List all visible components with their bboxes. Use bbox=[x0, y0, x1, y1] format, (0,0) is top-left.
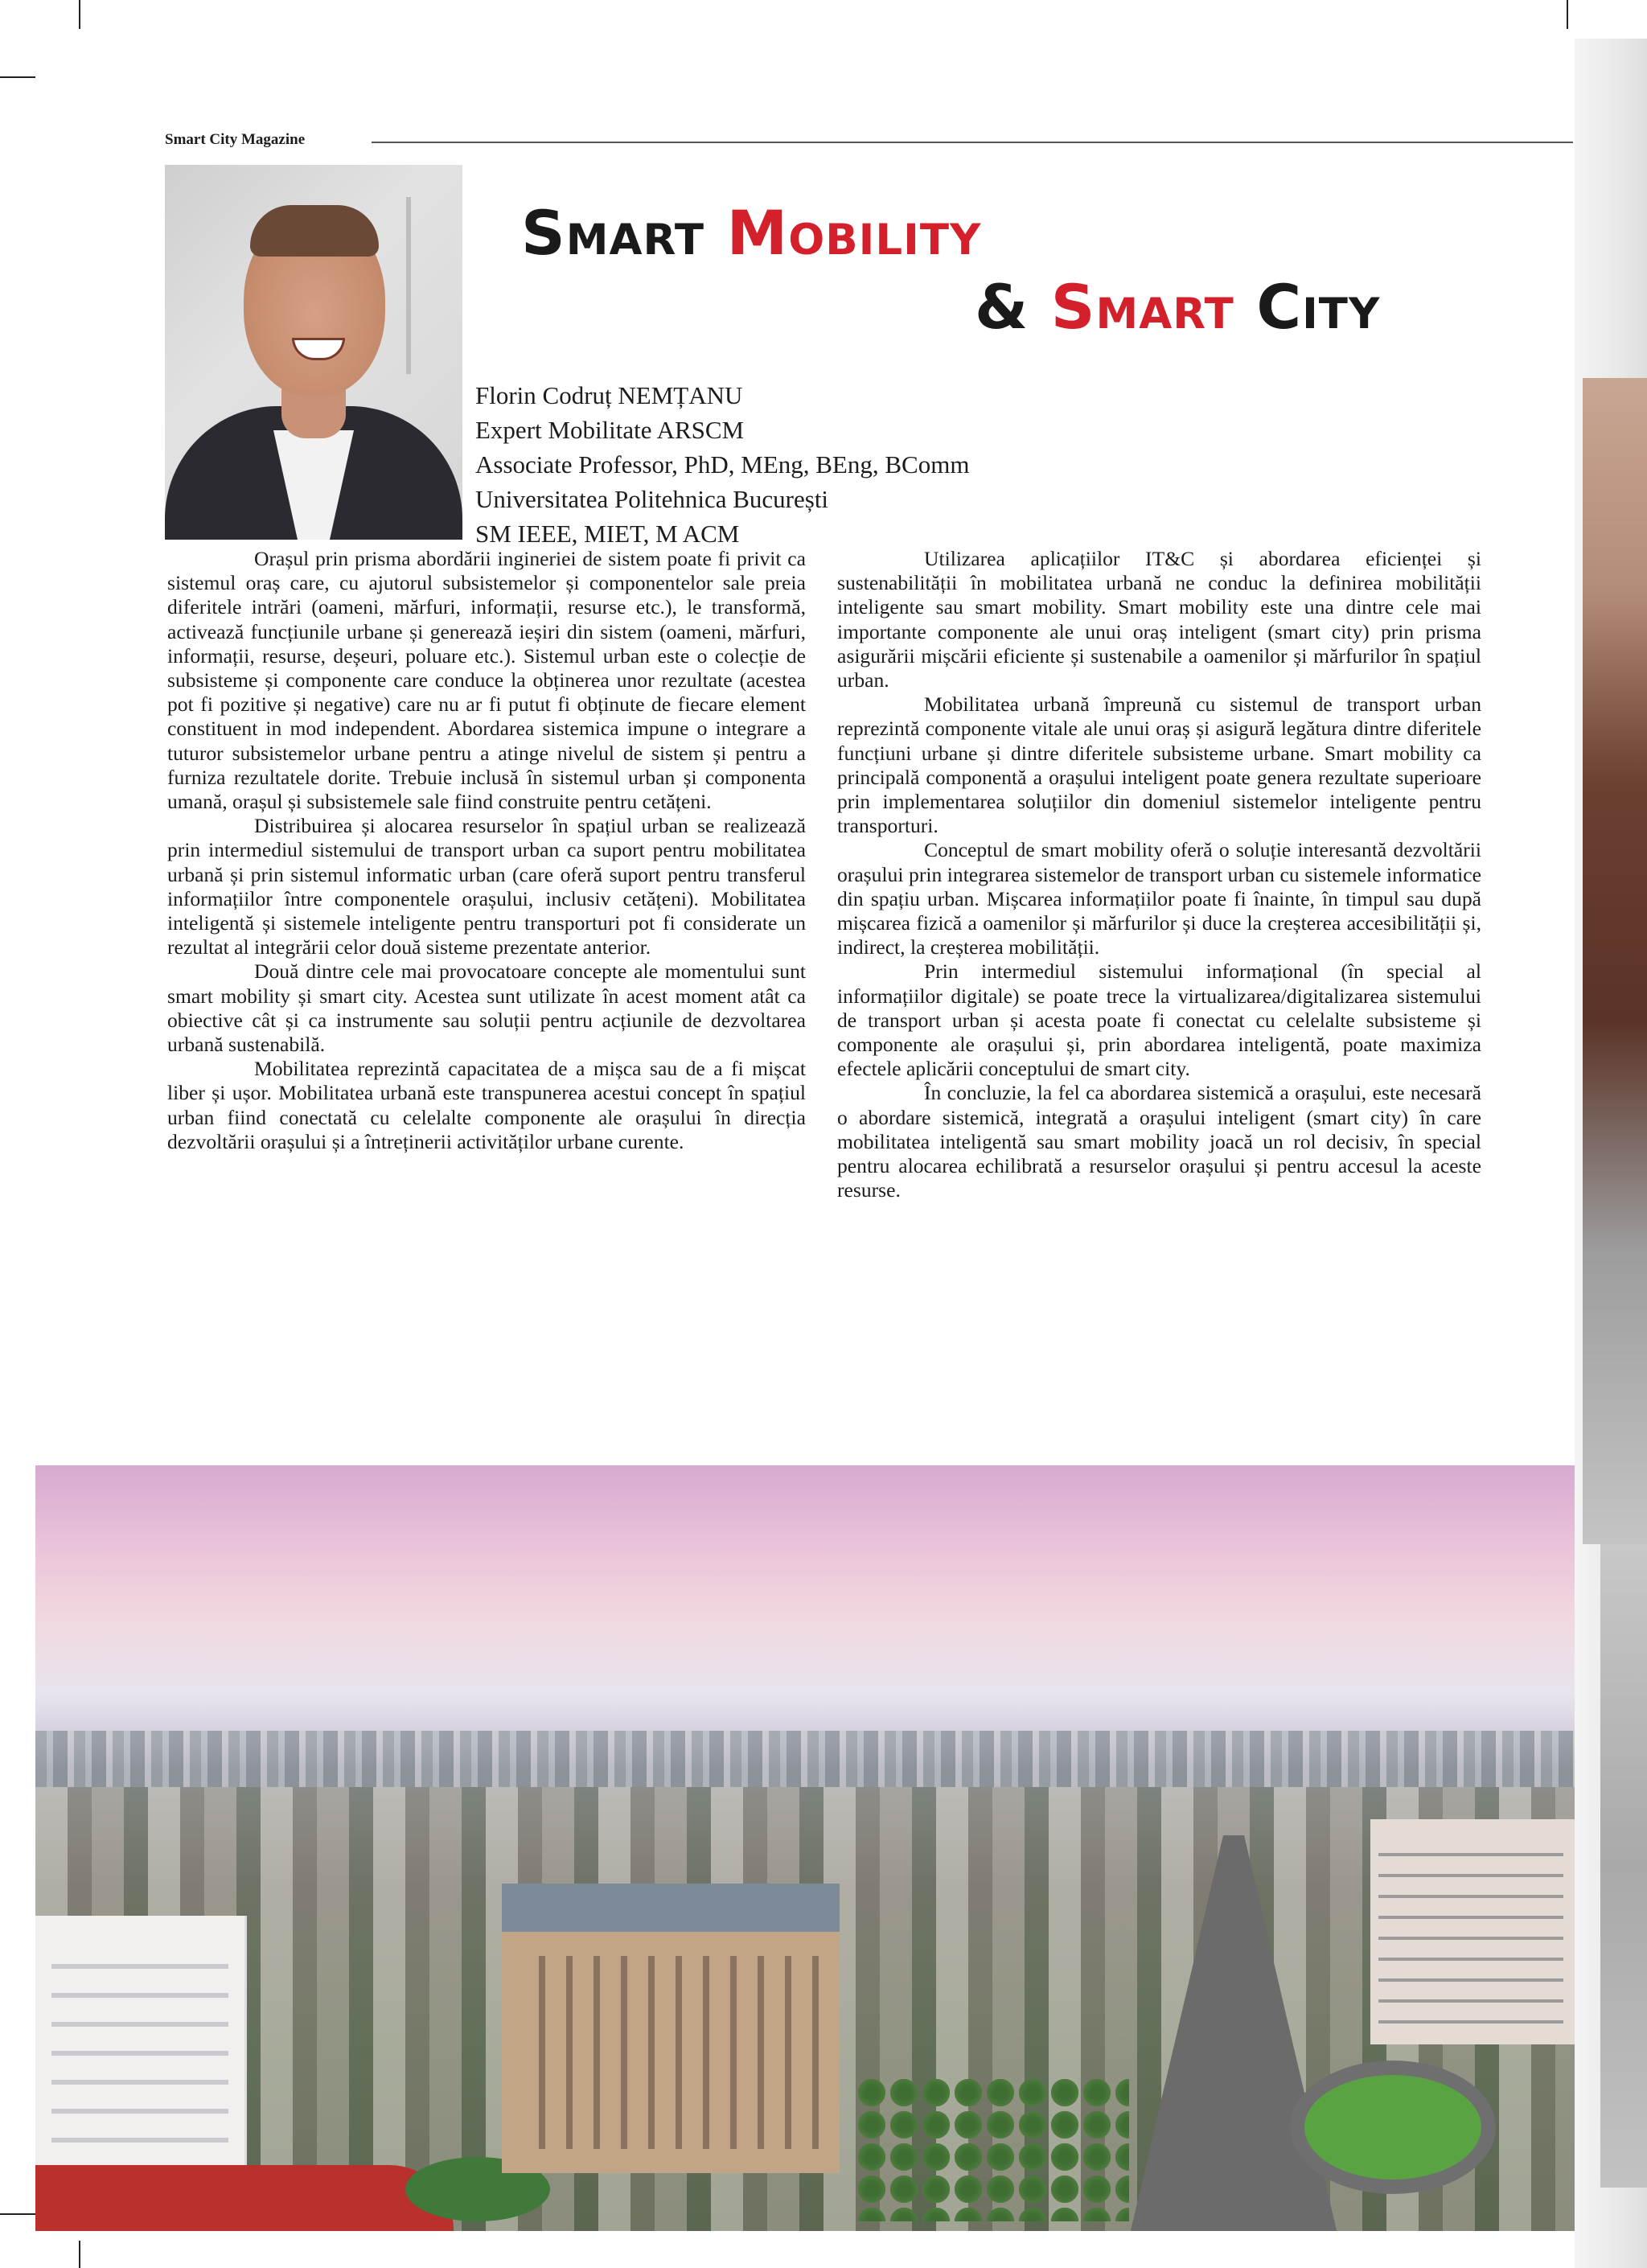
paragraph: Mobilitatea reprezintă capacitatea de a mișca sau de a fi mișcat liber și ușor. Mobilitatea urbană este transpunerea acestui concept în spațiul urban fiind conectată cu celelalte componente ale orașului în direcția dezvoltării orașului și a întreținerii activităților urbane curente. bbox=[167, 1057, 806, 1153]
author-info bbox=[475, 378, 969, 551]
crop-mark bbox=[0, 76, 35, 78]
facing-page-photo-edge bbox=[1583, 378, 1647, 1544]
author-role: Expert Mobilitate ARSCM bbox=[475, 416, 745, 444]
paragraph: Două dintre cele mai provocatoare concepte ale momentului sunt smart mobility și smart city. Acestea sunt utilizate în acest moment atât ca obiective cât și ca instrumente sau soluții pentru acțiunile de dezvoltarea urbană sustenabilă. bbox=[167, 959, 806, 1057]
article-column-left bbox=[167, 547, 806, 1154]
title-word-city: City bbox=[1256, 271, 1381, 343]
crop-mark bbox=[0, 2213, 35, 2215]
paragraph: Conceptul de smart mobility oferă o soluție interesantă dezvoltării orașului prin integrarea sistemelor de transport urban cu sistemele informatice din spațiu urban. Mișcarea informațiilor poate fi înainte, în timpul sau după mișcarea fizică a oamenilor și mărfurilor și duce la creșterea accesibilității și, indirect, la creșterea mobilității. bbox=[837, 838, 1481, 959]
city-panorama-photo bbox=[35, 1465, 1575, 2231]
paragraph: Distribuirea și alocarea resurselor în spațiul urban se realizează prin intermediul sistemului de transport urban ca suport pentru mobilitatea urbană și prin sistemul informatic urban (care oferă suport pentru transferul informațiilor între componentele orașului, inclusiv cetățeni). Mobilitatea inteligentă și sistemele inteligente pentru transporturi pot fi considerate un rezultat al integrării celor două sisteme prezentate anterior. bbox=[167, 814, 806, 959]
title-ampersand: & bbox=[975, 271, 1029, 343]
title-word-smart-2: Smart bbox=[1050, 271, 1234, 343]
facing-page-photo-edge-lower bbox=[1600, 1544, 1647, 2188]
crop-mark bbox=[79, 0, 80, 29]
title-word-mobility: Mobility bbox=[726, 197, 982, 269]
title-word-smart: Smart bbox=[521, 197, 705, 269]
crop-mark bbox=[1567, 0, 1568, 29]
article-column-right bbox=[837, 547, 1481, 1202]
author-university: Universitatea Politehnica București bbox=[475, 485, 829, 513]
crop-mark bbox=[79, 2241, 80, 2268]
paragraph: Orașul prin prisma abordării ingineriei de sistem poate fi privit ca sistemul oraș care, cu ajutorul subsistemelor și componentelor sale preia diferitele intrări (oameni, mărfuri, informații, resurse etc.), le transformă, activează funcțiunile urbane și generează ieșiri din sistem (oameni, mărfuri, informații, resurse, deșeuri, poluare etc.). Sistemul urban este o colecție de subsisteme și componente care conduce la obținerea unor rezultate (acestea pot fi pozitive și negative) care nu ar fi putut fi obținute de fiecare element constituent in mod independent. Abordarea sistemica impune o integrare a tuturor subsistemelor urbane pentru a atinge nivelul de sistem și pentru a furniza rezultatele dorite. Trebuie inclusă în sistemul urban și componenta umană, orașul și subsistemele sale fiind construite pentru cetățeni. bbox=[167, 547, 806, 814]
article-title-line2 bbox=[975, 271, 1381, 343]
paragraph: În concluzie, la fel ca abordarea sistemică a orașului, este necesară o abordare sistemică, integrată a orașului inteligent (smart city) în care mobilitatea inteligentă sau smart mobility joacă un rol decisiv, în special pentru alocarea echilibrată a resurselor orașului și pentru accesul la aceste resurse. bbox=[837, 1081, 1481, 1202]
author-degrees: Associate Professor, PhD, MEng, BEng, BComm bbox=[475, 450, 970, 479]
magazine-name: Smart City Magazine bbox=[165, 131, 306, 148]
paragraph: Utilizarea aplicațiilor IT&C și abordarea eficienței și sustenabilității în mobilitatea urbană ne conduc la definirea mobilității inteligente sau smart mobility. Smart mobility este una dintre cele mai importante componente ale unui oraș inteligent (smart city) prin prisma asigurării mișcării eficiente și sustenabile a oamenilor și mărfurilor în spațiul urban. bbox=[837, 547, 1481, 692]
author-name: Florin Codruț NEMȚANU bbox=[475, 381, 743, 409]
author-portrait bbox=[165, 165, 462, 540]
header-rule bbox=[372, 142, 1573, 143]
author-memberships: SM IEEE, MIET, M ACM bbox=[475, 520, 740, 548]
paragraph: Mobilitatea urbană împreună cu sistemul de transport urban reprezintă componente vitale ale unui oraș și asigură legătura dintre diferitele funcțiuni urbane și dintre diferitele subsisteme urbane. Smart mobility ca principală componentă a orașului inteligent poate genera rezultate superioare prin implementarea soluțiilor din domeniul sistemelor inteligente pentru transporturi. bbox=[837, 692, 1481, 838]
article-title-line1 bbox=[521, 197, 982, 269]
paragraph: Prin intermediul sistemului informațional (în special al informațiilor digitale) se poate trece la virtualizarea/digitalizarea sistemului de transport urban și acesta poate fi conectat cu celelalte subsisteme și componente ale orașului și, prin abordarea inteligentă, poate maximiza efectele aplicării conceptului de smart city. bbox=[837, 959, 1481, 1081]
